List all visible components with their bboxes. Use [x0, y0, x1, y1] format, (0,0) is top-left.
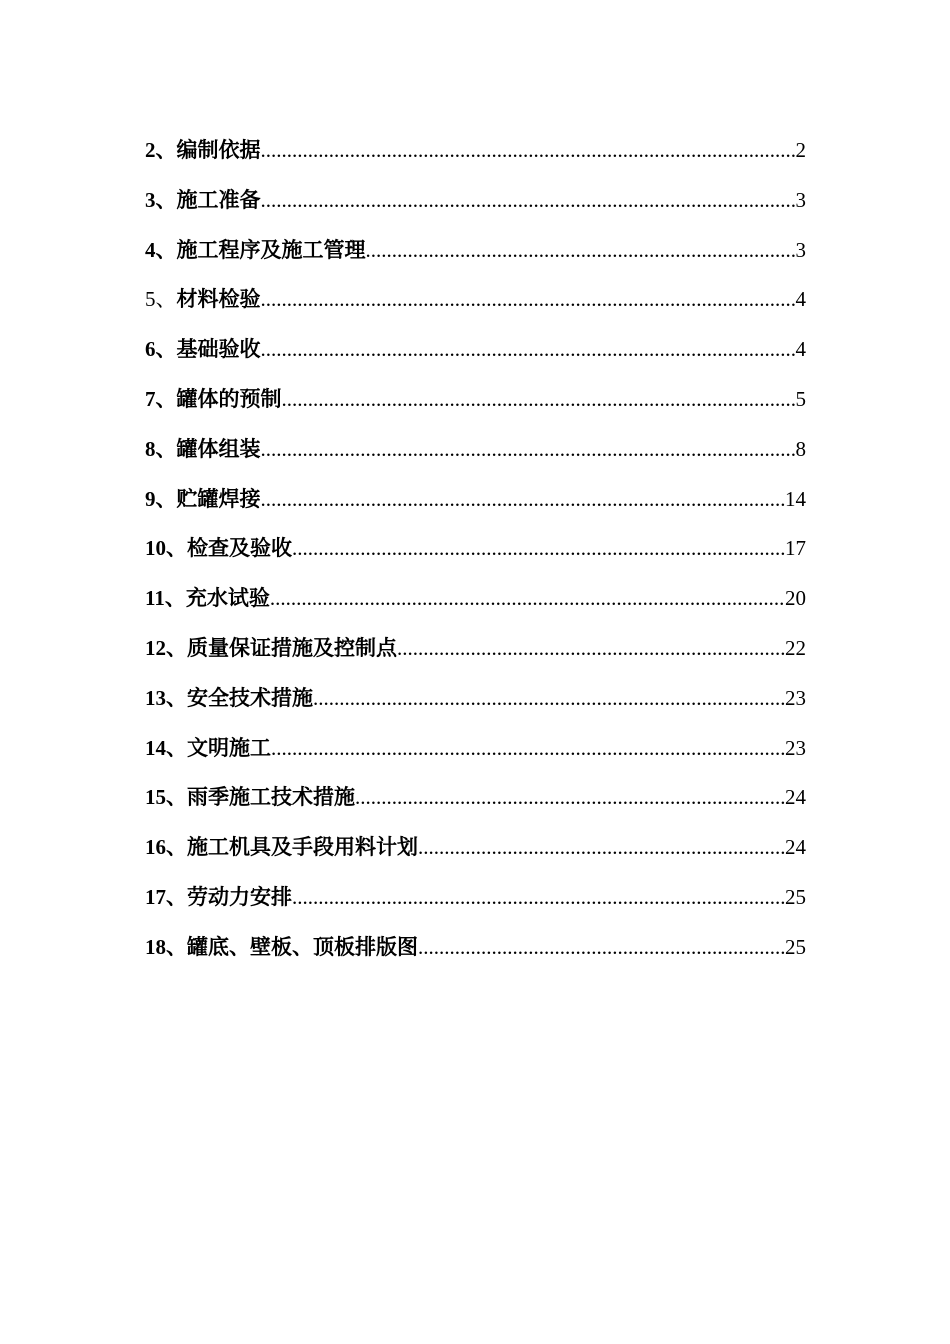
toc-leader-dots [261, 283, 796, 315]
toc-entry-page: 25 [785, 884, 806, 909]
toc-entry-number: 5、 [145, 287, 177, 312]
toc-entry-number: 2、 [145, 138, 177, 162]
toc-entry-page: 22 [785, 635, 806, 660]
toc-entry-page: 25 [785, 934, 806, 959]
toc-entry-page: 4 [795, 337, 806, 362]
toc-entry-number: 8、 [145, 436, 177, 461]
toc-entry-number: 13、 [145, 685, 187, 710]
toc-entry[interactable] [145, 532, 806, 582]
toc-leader-dots [397, 632, 785, 664]
toc-entry-title: 基础验收 [176, 337, 261, 362]
toc-entry[interactable] [145, 433, 806, 483]
toc-entry-number: 12、 [145, 635, 187, 660]
toc-entry-page: 17 [785, 536, 806, 561]
toc-entry-title: 检查及验收 [187, 536, 292, 561]
toc-entry[interactable] [145, 134, 806, 184]
toc-entry-page: 8 [795, 436, 806, 461]
toc-entry-number: 18、 [145, 934, 187, 959]
toc-entry[interactable] [145, 732, 806, 782]
toc-entry-page: 24 [785, 785, 806, 810]
toc-entry-page: 23 [785, 735, 806, 760]
toc-entry-page: 20 [785, 586, 806, 611]
toc-entry-title: 编制依据 [176, 138, 261, 162]
toc-entry-title: 充水试验 [185, 586, 270, 611]
toc-entry-title: 雨季施工技术措施 [187, 785, 355, 810]
toc-entry[interactable] [145, 831, 806, 881]
toc-entry-title: 施工程序及施工管理 [176, 237, 366, 262]
toc-leader-dots [313, 682, 785, 714]
toc-leader-dots [418, 831, 785, 863]
toc-entry[interactable] [145, 781, 806, 831]
toc-entry[interactable] [145, 184, 806, 234]
toc-entry[interactable] [145, 483, 806, 533]
toc-entry-page: 2 [795, 138, 806, 162]
toc-entry-title: 安全技术措施 [187, 685, 313, 710]
toc-entry-number: 16、 [145, 835, 187, 860]
toc-entry[interactable] [145, 333, 806, 383]
toc-entry[interactable] [145, 931, 806, 981]
toc-entry-title: 施工机具及手段用料计划 [187, 835, 418, 860]
toc-entry-number: 3、 [145, 187, 177, 212]
toc-entry-title: 质量保证措施及控制点 [187, 635, 397, 660]
toc-entry-page: 3 [795, 187, 806, 212]
table-of-contents [145, 134, 806, 981]
toc-entry[interactable] [145, 582, 806, 632]
toc-entry-title: 罐体组装 [176, 436, 261, 461]
toc-entry-number: 17、 [145, 884, 187, 909]
toc-leader-dots [270, 582, 785, 614]
toc-entry-page: 3 [795, 237, 806, 262]
toc-leader-dots [292, 532, 785, 564]
toc-entry-title: 施工准备 [176, 187, 261, 212]
toc-leader-dots [261, 184, 796, 216]
toc-entry-title: 罐体的预制 [176, 386, 282, 411]
toc-entry[interactable] [145, 632, 806, 682]
toc-entry-number: 10、 [145, 536, 187, 561]
toc-entry-title: 文明施工 [187, 735, 271, 760]
toc-entry-page: 4 [795, 287, 806, 312]
toc-entry-number: 7、 [145, 386, 177, 411]
toc-leader-dots [282, 383, 796, 415]
toc-entry-number: 4、 [145, 237, 177, 262]
toc-entry-number: 11、 [145, 586, 186, 611]
toc-entry-number: 6、 [145, 337, 177, 362]
toc-leader-dots [418, 931, 785, 963]
toc-entry[interactable] [145, 283, 806, 333]
toc-entry-page: 5 [795, 386, 806, 411]
toc-entry-page: 14 [785, 486, 806, 511]
toc-leader-dots [271, 732, 785, 764]
toc-entry[interactable] [145, 682, 806, 732]
toc-entry-page: 23 [785, 685, 806, 710]
toc-leader-dots [261, 333, 796, 365]
toc-entry[interactable] [145, 383, 806, 433]
toc-leader-dots [366, 234, 796, 266]
toc-entry-title: 材料检验 [176, 287, 261, 312]
toc-entry[interactable] [145, 234, 806, 284]
toc-entry-number: 15、 [145, 785, 187, 810]
toc-entry-title: 贮罐焊接 [176, 486, 261, 511]
toc-leader-dots [261, 483, 786, 515]
toc-entry[interactable] [145, 881, 806, 931]
toc-leader-dots [261, 433, 796, 465]
toc-leader-dots [355, 781, 785, 813]
toc-entry-page: 24 [785, 835, 806, 860]
toc-entry-number: 14、 [145, 735, 187, 760]
toc-leader-dots [292, 881, 785, 913]
toc-entry-title: 罐底、壁板、顶板排版图 [187, 934, 418, 959]
toc-entry-number: 9、 [145, 486, 177, 511]
toc-entry-title: 劳动力安排 [187, 884, 292, 909]
toc-leader-dots [261, 134, 796, 166]
